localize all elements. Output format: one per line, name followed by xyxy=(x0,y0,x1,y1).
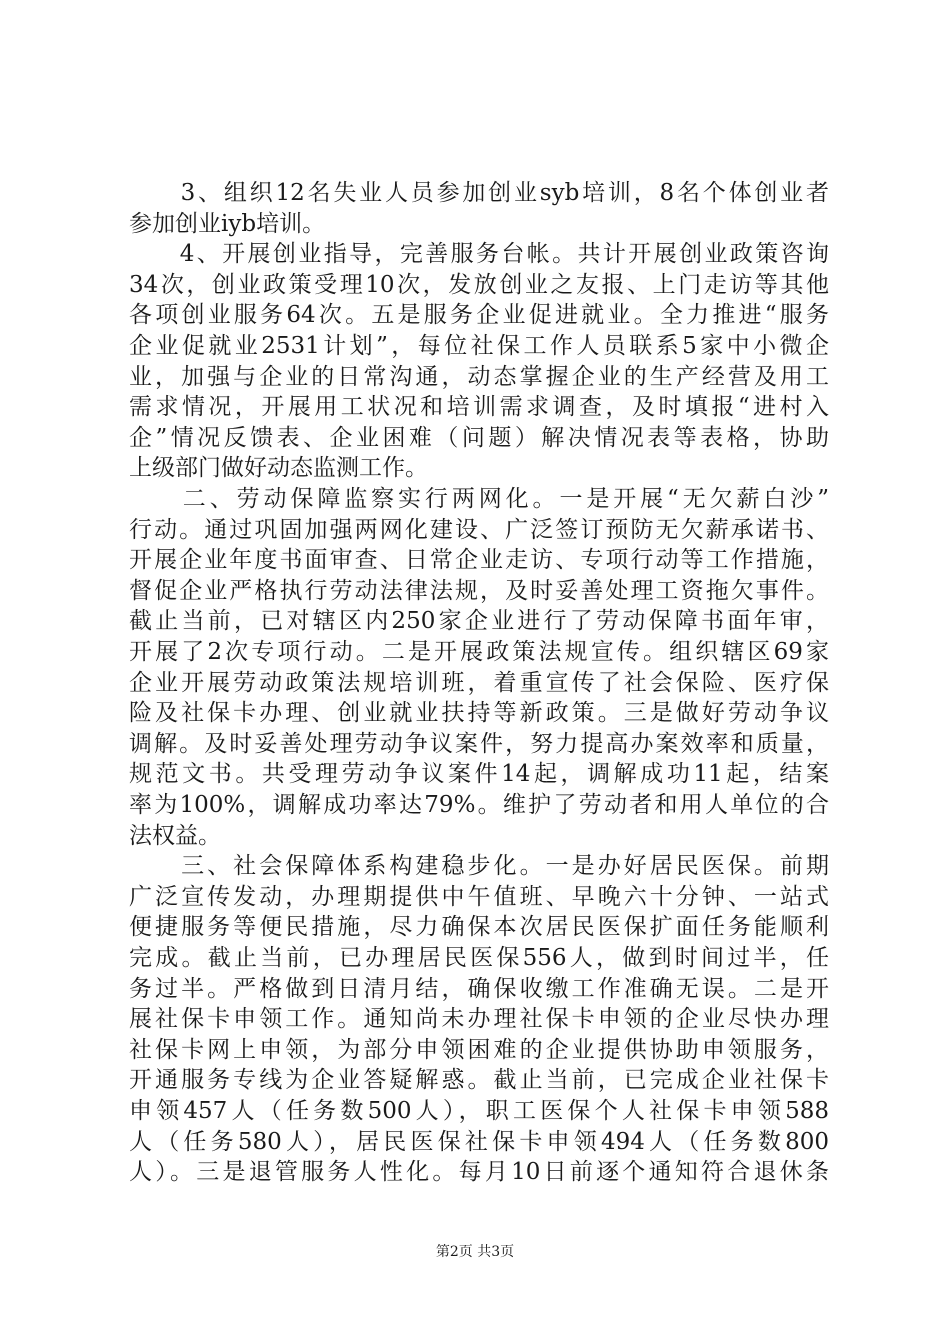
text-line: 调解。及时妥善处理劳动争议案件，努力提高办案效率和质量， xyxy=(129,730,829,757)
page-footer: 第2页 共3页 xyxy=(435,1244,515,1260)
text-line: 各项创业服务64次。五是服务企业促进就业。全力推进“服务 xyxy=(129,302,829,329)
text-line: 截止当前，已对辖区内250家企业进行了劳动保障书面年审， xyxy=(129,608,829,635)
text-line: 4、开展创业指导，完善服务台帐。共计开展创业政策咨询 xyxy=(129,241,829,268)
text-line: 参加创业iyb培训。 xyxy=(129,210,326,237)
text-line: 3、组织12名失业人员参加创业syb培训，8名个体创业者 xyxy=(129,180,829,206)
text-line: 险及社保卡办理、创业就业扶持等新政策。三是做好劳动争议 xyxy=(129,700,829,727)
text-line: 三、社会保障体系构建稳步化。一是办好居民医保。前期 xyxy=(129,853,829,880)
text-line: 开展企业年度书面审查、日常企业走访、专项行动等工作措施， xyxy=(129,547,829,574)
text-line: 展社保卡申领工作。通知尚未办理社保卡申领的企业尽快办理 xyxy=(129,1006,829,1033)
text-line: 业，加强与企业的日常沟通，动态掌握企业的生产经营及用工 xyxy=(129,363,829,390)
text-line: 二、劳动保障监察实行两网化。一是开展“无欠薪白沙” xyxy=(129,486,829,512)
text-line: 企”情况反馈表、企业困难（问题）解决情况表等表格，协助 xyxy=(129,424,829,451)
text-line: 企业开展劳动政策法规培训班，着重宣传了社会保险、医疗保 xyxy=(129,669,829,696)
text-line: 率为100%，调解成功率达79%。维护了劳动者和用人单位的合 xyxy=(129,792,829,818)
text-line: 督促企业严格执行劳动法律法规，及时妥善处理工资拖欠事件。 xyxy=(129,577,829,604)
text-line: 社保卡网上申领，为部分申领困难的企业提供协助申领服务， xyxy=(129,1036,829,1063)
text-line: 34次，创业政策受理10次，发放创业之友报、上门走访等其他 xyxy=(129,271,829,298)
text-line: 开展了2次专项行动。二是开展政策法规宣传。组织辖区69家 xyxy=(129,639,829,665)
text-line: 人）。三是退管服务人性化。每月10日前逐个通知符合退休条 xyxy=(129,1159,829,1186)
text-line: 完成。截止当前，已办理居民医保556人，做到时间过半，任 xyxy=(129,945,829,971)
text-line: 人（任务580人），居民医保社保卡申领494人（任务数800 xyxy=(129,1128,829,1155)
text-line: 法权益。 xyxy=(129,822,221,849)
text-line: 便捷服务等便民措施，尽力确保本次居民医保扩面任务能顺利 xyxy=(129,914,829,941)
text-line: 行动。通过巩固加强两网化建设、广泛签订预防无欠薪承诺书、 xyxy=(129,516,829,543)
text-line: 务过半。严格做到日清月结，确保收缴工作准确无误。二是开 xyxy=(129,975,829,1002)
text-line: 需求情况，开展用工状况和培训需求调查，及时填报“进村入 xyxy=(129,394,829,421)
text-line: 申领457人（任务数500人），职工医保个人社保卡申领588 xyxy=(129,1098,829,1124)
text-line: 广泛宣传发动，办理期提供中午值班、早晚六十分钟、一站式 xyxy=(129,883,829,910)
text-line: 开通服务专线为企业答疑解惑。截止当前，已完成企业社保卡 xyxy=(129,1067,829,1094)
text-line: 上级部门做好动态监测工作。 xyxy=(129,455,428,482)
text-line: 规范文书。共受理劳动争议案件14起，调解成功11起，结案 xyxy=(129,761,829,788)
text-line: 企业促就业2531计划”，每位社保工作人员联系5家中小微企 xyxy=(129,333,829,359)
